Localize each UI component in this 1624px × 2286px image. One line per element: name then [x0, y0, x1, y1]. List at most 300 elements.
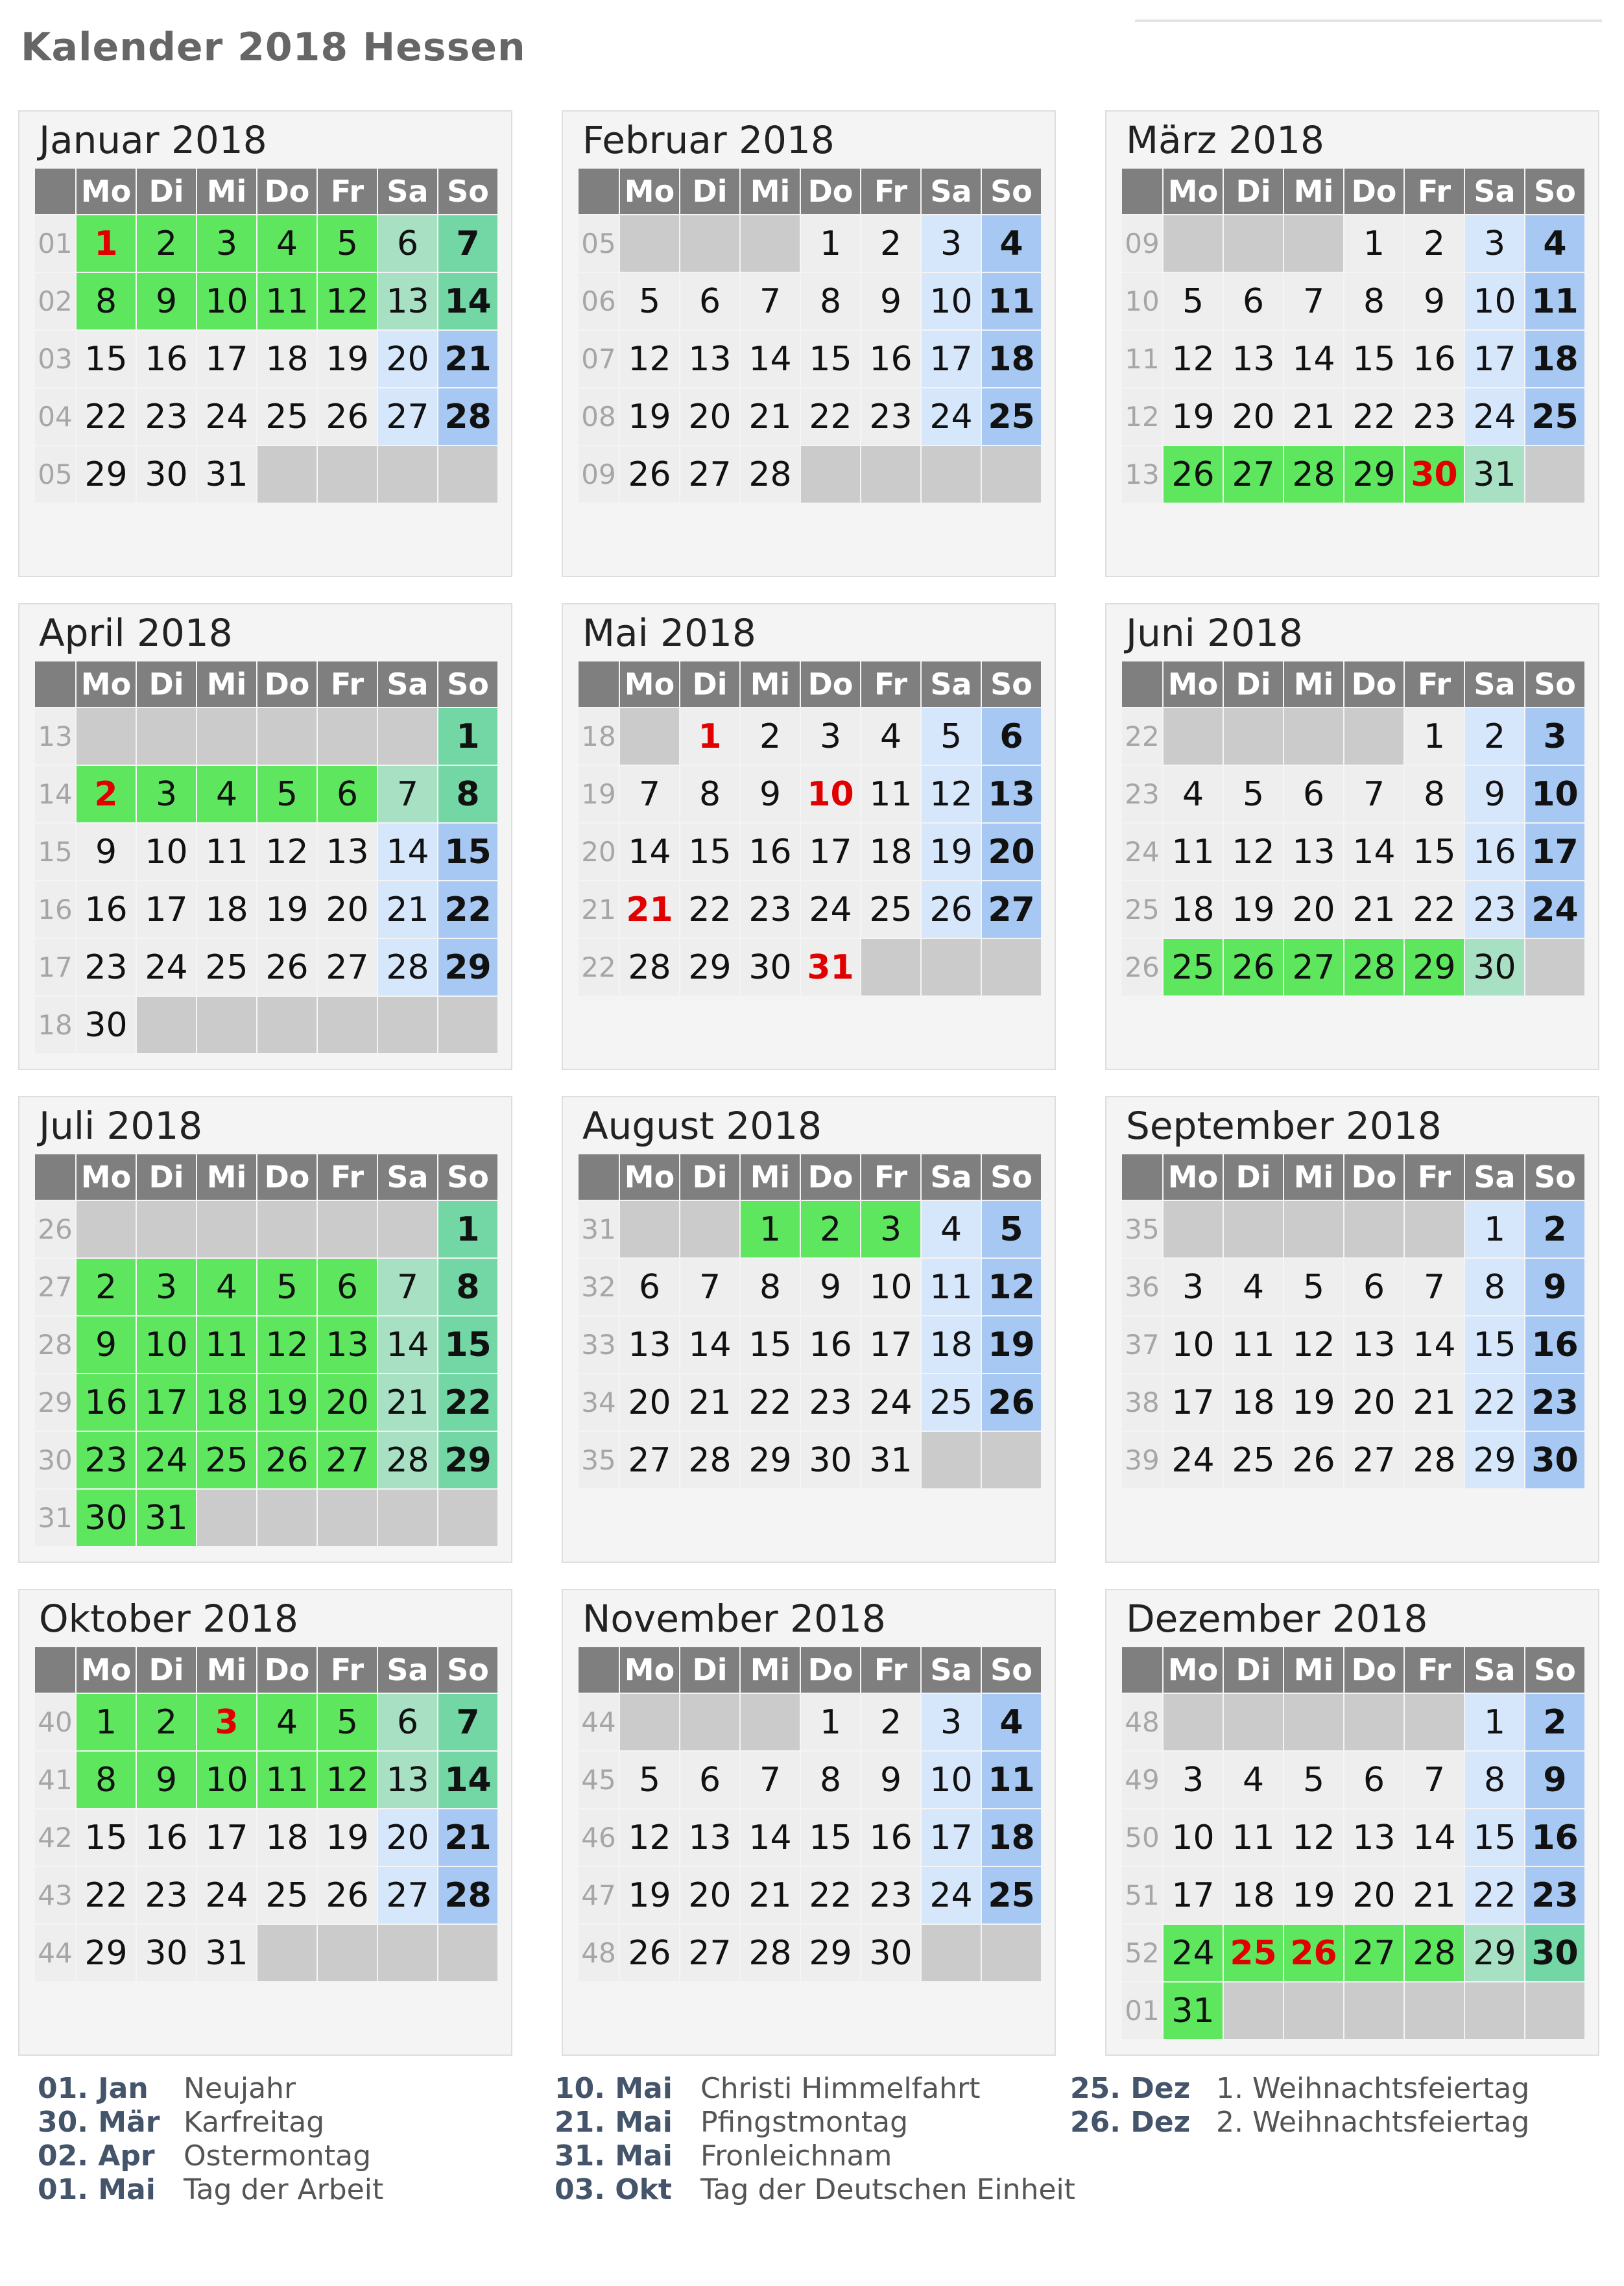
- empty-cell: [257, 446, 316, 503]
- day-cell: 12: [1164, 331, 1223, 387]
- day-cell: 11: [982, 273, 1041, 329]
- empty-cell: [982, 1925, 1041, 1981]
- empty-cell: [137, 1201, 196, 1257]
- day-cell: 2: [77, 1259, 136, 1315]
- day-cell: 30: [1525, 1432, 1584, 1488]
- month-grid: [1121, 1153, 1586, 1490]
- day-cell: 7: [1405, 1752, 1464, 1808]
- day-cell: 20: [1284, 881, 1343, 938]
- day-cell: 22: [680, 881, 739, 938]
- month-grid: [1121, 660, 1586, 997]
- day-cell: 24: [1465, 388, 1524, 445]
- empty-cell: [318, 1201, 377, 1257]
- empty-cell: [982, 1432, 1041, 1488]
- empty-cell: [1405, 1982, 1464, 2039]
- empty-cell: [378, 997, 437, 1053]
- weekday-header: Sa: [378, 661, 437, 707]
- day-cell: 13: [1344, 1809, 1403, 1866]
- week-number: 29: [35, 1374, 75, 1431]
- day-cell: 20: [318, 1374, 377, 1431]
- day-cell: 25: [197, 1432, 256, 1488]
- week-number: 02: [35, 273, 75, 329]
- weekday-header: Fr: [1405, 169, 1464, 214]
- week-header: [1122, 1647, 1162, 1693]
- weekday-header: Sa: [922, 1647, 981, 1693]
- day-cell: 22: [1465, 1867, 1524, 1923]
- empty-cell: [1344, 1982, 1403, 2039]
- day-cell: 7: [438, 1694, 497, 1750]
- day-cell: 12: [620, 331, 679, 387]
- week-number: 07: [579, 331, 619, 387]
- week-number: 15: [35, 824, 75, 880]
- empty-cell: [438, 1925, 497, 1981]
- day-cell: 8: [438, 1259, 497, 1315]
- empty-cell: [1344, 708, 1403, 765]
- day-cell: 30: [137, 1925, 196, 1981]
- weekday-header: Do: [801, 1154, 860, 1200]
- month-grid: [577, 167, 1042, 504]
- day-cell: 26: [1284, 1925, 1343, 1981]
- day-cell: 5: [1284, 1752, 1343, 1808]
- month-grid: [577, 1646, 1042, 1982]
- week-number: 13: [35, 708, 75, 765]
- day-cell: 27: [318, 1432, 377, 1488]
- legend-item: [1070, 2072, 1529, 2106]
- week-number: 36: [1122, 1259, 1162, 1315]
- day-cell: 12: [318, 273, 377, 329]
- day-cell: 13: [318, 824, 377, 880]
- empty-cell: [1164, 215, 1223, 272]
- week-number: 13: [1122, 446, 1162, 503]
- day-cell: 16: [1525, 1316, 1584, 1373]
- day-cell: 31: [137, 1490, 196, 1546]
- day-cell: 1: [801, 1694, 860, 1750]
- week-number: 25: [1122, 881, 1162, 938]
- empty-cell: [438, 997, 497, 1053]
- weekday-header: Di: [1224, 1647, 1283, 1693]
- empty-cell: [77, 708, 136, 765]
- empty-cell: [680, 1201, 739, 1257]
- day-cell: 13: [982, 766, 1041, 822]
- weekday-header: Do: [257, 661, 316, 707]
- day-cell: 19: [620, 388, 679, 445]
- weekday-header: So: [1525, 1154, 1584, 1200]
- day-cell: 8: [1405, 766, 1464, 822]
- day-cell: 27: [680, 446, 739, 503]
- weekday-header: Fr: [318, 169, 377, 214]
- day-cell: 6: [318, 766, 377, 822]
- day-cell: 26: [620, 446, 679, 503]
- day-cell: 30: [1405, 446, 1464, 503]
- day-cell: 15: [801, 331, 860, 387]
- day-cell: 9: [77, 824, 136, 880]
- day-cell: 6: [680, 1752, 739, 1808]
- day-cell: 23: [1525, 1867, 1584, 1923]
- page-title: Kalender 2018 Hessen: [21, 25, 526, 70]
- day-cell: 16: [861, 1809, 920, 1866]
- day-cell: 15: [1344, 331, 1403, 387]
- week-number: 14: [35, 766, 75, 822]
- day-cell: 31: [801, 939, 860, 995]
- day-cell: 12: [982, 1259, 1041, 1315]
- holiday-date: 03. Okt: [555, 2173, 672, 2206]
- day-cell: 14: [741, 1809, 800, 1866]
- day-cell: 5: [1224, 766, 1283, 822]
- day-cell: 16: [861, 331, 920, 387]
- weekday-header: Mi: [1284, 661, 1343, 707]
- day-cell: 9: [77, 1316, 136, 1373]
- empty-cell: [1284, 708, 1343, 765]
- day-cell: 6: [378, 215, 437, 272]
- weekday-header: Sa: [1465, 169, 1524, 214]
- day-cell: 16: [801, 1316, 860, 1373]
- day-cell: 1: [1465, 1694, 1524, 1750]
- day-cell: 27: [378, 1867, 437, 1923]
- day-cell: 24: [801, 881, 860, 938]
- empty-cell: [378, 1201, 437, 1257]
- week-number: 42: [35, 1809, 75, 1866]
- empty-cell: [77, 1201, 136, 1257]
- empty-cell: [620, 215, 679, 272]
- day-cell: 24: [197, 388, 256, 445]
- day-cell: 15: [680, 824, 739, 880]
- weekday-header: Do: [257, 1154, 316, 1200]
- day-cell: 2: [861, 1694, 920, 1750]
- day-cell: 17: [1465, 331, 1524, 387]
- week-number: 01: [1122, 1982, 1162, 2039]
- day-cell: 17: [861, 1316, 920, 1373]
- day-cell: 6: [680, 273, 739, 329]
- day-cell: 6: [1224, 273, 1283, 329]
- day-cell: 18: [257, 1809, 316, 1866]
- empty-cell: [741, 1694, 800, 1750]
- empty-cell: [801, 446, 860, 503]
- empty-cell: [1164, 708, 1223, 765]
- day-cell: 22: [1465, 1374, 1524, 1431]
- weekday-header: Mo: [620, 661, 679, 707]
- day-cell: 26: [1224, 939, 1283, 995]
- week-number: 45: [579, 1752, 619, 1808]
- day-cell: 3: [197, 1694, 256, 1750]
- empty-cell: [680, 215, 739, 272]
- week-number: 31: [35, 1490, 75, 1546]
- legend-column: [1070, 2072, 1529, 2139]
- day-cell: 13: [680, 331, 739, 387]
- week-number: 48: [579, 1925, 619, 1981]
- day-cell: 7: [741, 1752, 800, 1808]
- holiday-date: 01. Mai: [38, 2173, 156, 2206]
- day-cell: 30: [77, 1490, 136, 1546]
- weekday-header: Mo: [620, 169, 679, 214]
- weekday-header: Mi: [1284, 169, 1343, 214]
- month-title: Dezember 2018: [1126, 1597, 1428, 1641]
- day-cell: 3: [137, 1259, 196, 1315]
- empty-cell: [257, 1925, 316, 1981]
- weekday-header: Di: [680, 661, 739, 707]
- day-cell: 20: [982, 824, 1041, 880]
- day-cell: 27: [378, 388, 437, 445]
- day-cell: 25: [1224, 1925, 1283, 1981]
- month-title: August 2018: [582, 1104, 822, 1148]
- day-cell: 4: [922, 1201, 981, 1257]
- day-cell: 23: [861, 388, 920, 445]
- weekday-header: Fr: [861, 661, 920, 707]
- weekday-header: So: [1525, 661, 1584, 707]
- day-cell: 3: [922, 215, 981, 272]
- day-cell: 17: [197, 1809, 256, 1866]
- empty-cell: [982, 446, 1041, 503]
- day-cell: 16: [1525, 1809, 1584, 1866]
- weekday-header: Mo: [1164, 1154, 1223, 1200]
- day-cell: 5: [982, 1201, 1041, 1257]
- weekday-header: Mi: [197, 661, 256, 707]
- day-cell: 13: [378, 1752, 437, 1808]
- holiday-name: Neujahr: [184, 2072, 296, 2105]
- day-cell: 22: [741, 1374, 800, 1431]
- day-cell: 22: [438, 1374, 497, 1431]
- day-cell: 10: [1164, 1316, 1223, 1373]
- week-header: [579, 661, 619, 707]
- empty-cell: [1224, 708, 1283, 765]
- empty-cell: [378, 1925, 437, 1981]
- weekday-header: Sa: [378, 169, 437, 214]
- weekday-header: Di: [680, 1647, 739, 1693]
- holiday-name: Christi Himmelfahrt: [700, 2072, 981, 2105]
- empty-cell: [318, 1490, 377, 1546]
- day-cell: 14: [438, 1752, 497, 1808]
- day-cell: 23: [1405, 388, 1464, 445]
- week-header: [35, 169, 75, 214]
- day-cell: 6: [318, 1259, 377, 1315]
- week-number: 01: [35, 215, 75, 272]
- week-number: 05: [579, 215, 619, 272]
- day-cell: 13: [1344, 1316, 1403, 1373]
- weekday-header: Fr: [861, 1154, 920, 1200]
- day-cell: 24: [137, 939, 196, 995]
- month-panel: [562, 603, 1056, 1070]
- day-cell: 29: [1405, 939, 1464, 995]
- day-cell: 6: [378, 1694, 437, 1750]
- day-cell: 12: [318, 1752, 377, 1808]
- day-cell: 20: [1344, 1867, 1403, 1923]
- empty-cell: [1525, 1982, 1584, 2039]
- day-cell: 12: [257, 824, 316, 880]
- weekday-header: Mi: [741, 1154, 800, 1200]
- week-number: 44: [35, 1925, 75, 1981]
- month-title: März 2018: [1126, 118, 1324, 162]
- day-cell: 2: [137, 215, 196, 272]
- empty-cell: [1284, 215, 1343, 272]
- day-cell: 6: [1344, 1752, 1403, 1808]
- day-cell: 21: [438, 1809, 497, 1866]
- day-cell: 3: [197, 215, 256, 272]
- day-cell: 20: [1344, 1374, 1403, 1431]
- day-cell: 14: [741, 331, 800, 387]
- day-cell: 29: [1344, 446, 1403, 503]
- day-cell: 14: [680, 1316, 739, 1373]
- holiday-date: 10. Mai: [555, 2072, 673, 2105]
- day-cell: 7: [1405, 1259, 1464, 1315]
- day-cell: 28: [1344, 939, 1403, 995]
- day-cell: 30: [137, 446, 196, 503]
- day-cell: 30: [741, 939, 800, 995]
- weekday-header: Mo: [77, 1154, 136, 1200]
- day-cell: 15: [741, 1316, 800, 1373]
- day-cell: 18: [197, 881, 256, 938]
- month-panel: [562, 110, 1056, 577]
- day-cell: 17: [197, 331, 256, 387]
- day-cell: 23: [861, 1867, 920, 1923]
- empty-cell: [378, 708, 437, 765]
- week-number: 09: [1122, 215, 1162, 272]
- day-cell: 25: [1224, 1432, 1283, 1488]
- week-number: 19: [579, 766, 619, 822]
- day-cell: 28: [1405, 1432, 1464, 1488]
- day-cell: 17: [922, 1809, 981, 1866]
- empty-cell: [378, 446, 437, 503]
- day-cell: 13: [1284, 824, 1343, 880]
- day-cell: 17: [1525, 824, 1584, 880]
- month-panel: [1105, 603, 1599, 1070]
- day-cell: 19: [257, 1374, 316, 1431]
- day-cell: 7: [1344, 766, 1403, 822]
- month-grid: [34, 167, 499, 504]
- day-cell: 19: [922, 824, 981, 880]
- day-cell: 11: [982, 1752, 1041, 1808]
- day-cell: 20: [378, 1809, 437, 1866]
- empty-cell: [438, 1490, 497, 1546]
- empty-cell: [1224, 215, 1283, 272]
- day-cell: 31: [197, 1925, 256, 1981]
- legend-item: [38, 2173, 383, 2207]
- day-cell: 19: [1284, 1374, 1343, 1431]
- week-number: 35: [1122, 1201, 1162, 1257]
- day-cell: 23: [1465, 881, 1524, 938]
- day-cell: 10: [197, 273, 256, 329]
- day-cell: 4: [1224, 1752, 1283, 1808]
- empty-cell: [620, 1201, 679, 1257]
- empty-cell: [137, 708, 196, 765]
- week-number: 48: [1122, 1694, 1162, 1750]
- weekday-header: Fr: [318, 661, 377, 707]
- weekday-header: Mi: [1284, 1647, 1343, 1693]
- day-cell: 17: [137, 1374, 196, 1431]
- day-cell: 19: [318, 1809, 377, 1866]
- weekday-header: So: [982, 661, 1041, 707]
- week-number: 09: [579, 446, 619, 503]
- day-cell: 6: [1284, 766, 1343, 822]
- day-cell: 18: [1525, 331, 1584, 387]
- day-cell: 10: [1465, 273, 1524, 329]
- empty-cell: [1164, 1201, 1223, 1257]
- day-cell: 9: [861, 273, 920, 329]
- weekday-header: Mo: [77, 661, 136, 707]
- legend-item: [38, 2139, 383, 2173]
- day-cell: 31: [861, 1432, 920, 1488]
- day-cell: 22: [77, 388, 136, 445]
- weekday-header: Di: [680, 169, 739, 214]
- day-cell: 21: [378, 881, 437, 938]
- week-number: 37: [1122, 1316, 1162, 1373]
- day-cell: 25: [1164, 939, 1223, 995]
- weekday-header: Sa: [922, 169, 981, 214]
- empty-cell: [318, 997, 377, 1053]
- day-cell: 24: [137, 1432, 196, 1488]
- day-cell: 22: [438, 881, 497, 938]
- day-cell: 25: [197, 939, 256, 995]
- day-cell: 18: [1224, 1374, 1283, 1431]
- day-cell: 12: [1284, 1316, 1343, 1373]
- week-header: [1122, 169, 1162, 214]
- weekday-header: Mo: [1164, 169, 1223, 214]
- legend-item: [555, 2139, 1075, 2173]
- month-grid: [1121, 167, 1586, 504]
- weekday-header: Fr: [1405, 1154, 1464, 1200]
- day-cell: 21: [741, 1867, 800, 1923]
- day-cell: 29: [1465, 1432, 1524, 1488]
- day-cell: 29: [438, 1432, 497, 1488]
- day-cell: 1: [801, 215, 860, 272]
- empty-cell: [922, 446, 981, 503]
- empty-cell: [318, 1925, 377, 1981]
- weekday-header: Mi: [197, 1154, 256, 1200]
- day-cell: 14: [1284, 331, 1343, 387]
- holiday-date: 31. Mai: [555, 2139, 673, 2173]
- weekday-header: So: [982, 169, 1041, 214]
- weekday-header: Mi: [741, 1647, 800, 1693]
- day-cell: 21: [620, 881, 679, 938]
- day-cell: 16: [77, 881, 136, 938]
- day-cell: 24: [861, 1374, 920, 1431]
- day-cell: 14: [1405, 1809, 1464, 1866]
- day-cell: 5: [922, 708, 981, 765]
- day-cell: 9: [801, 1259, 860, 1315]
- day-cell: 4: [982, 1694, 1041, 1750]
- holiday-date: 30. Mär: [38, 2106, 160, 2139]
- week-number: 22: [1122, 708, 1162, 765]
- day-cell: 5: [318, 215, 377, 272]
- day-cell: 14: [438, 273, 497, 329]
- day-cell: 29: [77, 446, 136, 503]
- day-cell: 6: [1344, 1259, 1403, 1315]
- day-cell: 25: [257, 1867, 316, 1923]
- day-cell: 1: [77, 215, 136, 272]
- day-cell: 5: [620, 1752, 679, 1808]
- weekday-header: Mi: [741, 169, 800, 214]
- day-cell: 26: [982, 1374, 1041, 1431]
- day-cell: 25: [982, 1867, 1041, 1923]
- week-number: 52: [1122, 1925, 1162, 1981]
- day-cell: 11: [197, 824, 256, 880]
- day-cell: 11: [257, 1752, 316, 1808]
- week-number: 47: [579, 1867, 619, 1923]
- day-cell: 26: [257, 1432, 316, 1488]
- day-cell: 10: [137, 824, 196, 880]
- day-cell: 28: [620, 939, 679, 995]
- week-header: [35, 661, 75, 707]
- weekday-header: Sa: [1465, 1647, 1524, 1693]
- legend-item: [38, 2072, 383, 2106]
- weekday-header: Sa: [1465, 661, 1524, 707]
- day-cell: 27: [1344, 1432, 1403, 1488]
- empty-cell: [137, 997, 196, 1053]
- week-number: 10: [1122, 273, 1162, 329]
- day-cell: 30: [861, 1925, 920, 1981]
- week-number: 26: [1122, 939, 1162, 995]
- day-cell: 1: [77, 1694, 136, 1750]
- weekday-header: Fr: [318, 1154, 377, 1200]
- day-cell: 19: [257, 881, 316, 938]
